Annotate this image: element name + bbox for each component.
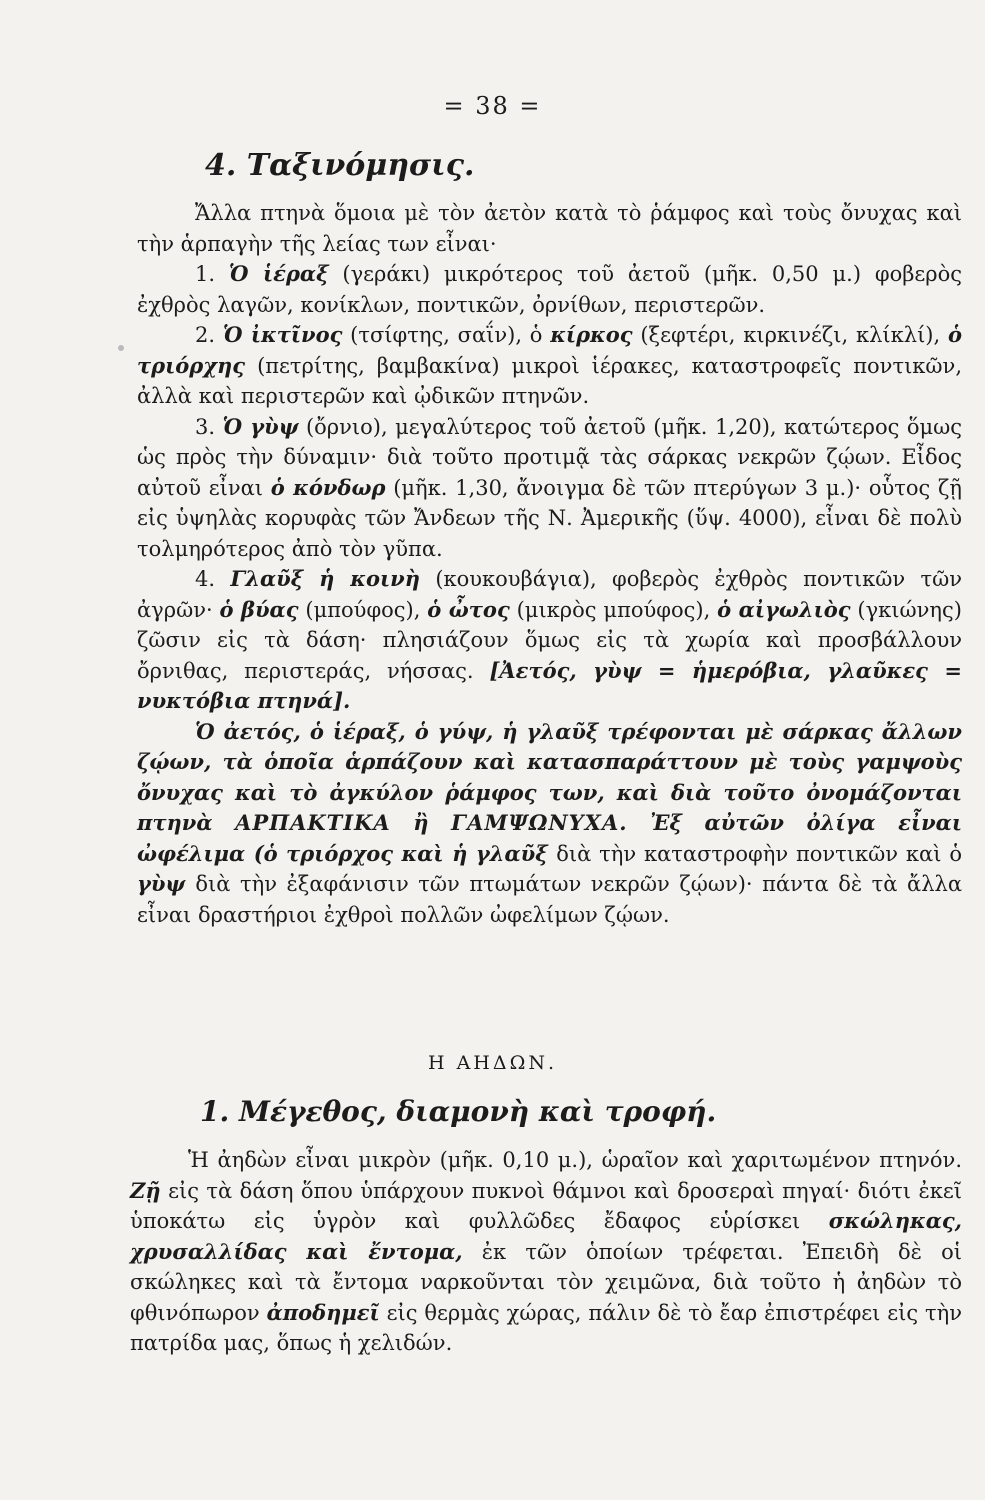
paragraph-intro: Ἄλλα πτηνὰ ὅμοια μὲ τὸν ἀετὸν κατὰ τὸ ῥάμφος καὶ τοὺς ὄνυχας καὶ τὴν ἁρπαγὴν τῆς λείας των εἶναι·: [137, 201, 962, 256]
item-text: (ὄρνιο), μεγαλύτερος τοῦ ἀετοῦ (μῆκ. 1,20), κατώτερος ὅμως ὡς πρὸς τὴν δύναμιν· διὰ τοῦτο προτιμᾷ τὰς σάρκας νεκρῶν ζῴων. Εἶδος αὐτοῦ εἶναι: [137, 414, 963, 500]
term-harpaktika: ΑΡΠΑΚΤΙΚΑ: [235, 810, 391, 835]
paragraph-item-4: [137, 564, 962, 717]
item-text: (μπούφος),: [305, 597, 421, 622]
summary-text: Ἐξ αὐτῶν ὀλίγα εἶναι ὠφέλιμα (ὁ τριόρχος καὶ ἡ γλαῦξ: [137, 810, 962, 866]
paragraph-item-3: [137, 412, 962, 565]
term-otos: ὁ ὦτος: [427, 596, 510, 622]
chapter-heading-nightingale: Η ΑΗΔΩΝ.: [427, 1052, 558, 1074]
ink-smudge: [118, 345, 124, 351]
term-aigolios: ὁ αἰγωλιὸς: [717, 596, 851, 622]
term-zi: Ζῇ: [130, 1177, 161, 1203]
item-text: (μῆκ. 1,30, ἄνοιγμα δὲ τῶν πτερύγων 3 μ.)· οὗτος ζῇ εἰς ὑψηλὰς κορυφὰς τῶν Ἄνδεων τῆς Ν. Ἀμερικῆς (ὕψ. 4000), εἶναι δὲ πολὺ τολμηρότερος ἀπὸ τὸν γῦπα.: [137, 475, 962, 561]
item-text: (ξεφτέρι, κιρκινέζι, κλίκλί),: [640, 323, 941, 347]
paragraph-item-1: [137, 259, 962, 320]
term-food: σκώληκας, χρυσαλλίδας καὶ ἔντομα,: [130, 1208, 962, 1264]
paragraph-summary: [137, 717, 962, 931]
section-title-classification: 4. Ταξινόμησις.: [205, 148, 475, 183]
paragraph-text: ἐκ τῶν ὁποίων τρέφεται. Ἐπειδὴ δὲ οἱ σκώληκες καὶ τὰ ἔντομα ναρκοῦνται τὸν χειμῶνα, διὰ τοῦτο ἡ ἀηδὼν τὸ φθινόπωρον: [130, 1239, 962, 1325]
paragraph-text: Ἡ ἀηδὼν εἶναι μικρὸν (μῆκ. 0,10 μ.), ὡραῖον καὶ χαριτωμένον πτηνόν.: [188, 1148, 962, 1172]
paragraph-item-2: [137, 320, 962, 412]
term-triorchis: ὁ τριόρχης: [137, 322, 962, 378]
term-kirkos: κίρκος: [550, 322, 633, 347]
term-kondor: ὁ κόνδωρ: [270, 474, 386, 500]
term-hierax: Ὁ ἱέραξ: [228, 261, 329, 286]
summary-text: ἢ: [413, 810, 429, 835]
item-number: 3.: [195, 414, 216, 439]
page-number: = 38 =: [443, 92, 542, 120]
section-body-classification: [137, 198, 962, 930]
term-migrates: ἀποδημεῖ: [266, 1299, 380, 1325]
paragraph-text: εἰς τὰ δάση ὅπου ὑπάρχουν πυκνοὶ θάμνοι καὶ δροσεραὶ πηγαί· διότι ἐκεῖ ὑποκάτω εἰς ὑγρὸν καὶ φυλλῶδες ἔδαφος εὑρίσκει: [130, 1178, 962, 1233]
item-number: 2.: [195, 323, 216, 347]
term-gyps: Ὁ γὺψ: [222, 413, 299, 439]
item-text: (πετρίτης, βαμβακίνα) μικροὶ ἱέρακες, καταστροφεῖς ποντικῶν, ἀλλὰ καὶ περιστερῶν καὶ ᾠδικῶν πτηνῶν.: [137, 353, 962, 408]
section-body-nightingale: [130, 1145, 962, 1359]
item-number: 1.: [195, 262, 216, 286]
item-text: (γεράκι) μικρότερος τοῦ ἀετοῦ (μῆκ. 0,50 μ.) φοβερὸς ἐχθρὸς λαγῶν, κονίκλων, ποντικῶν, ὀρνίθων, περιστερῶν.: [137, 262, 962, 317]
term-gyps-summary: γὺψ: [137, 871, 186, 896]
paragraph-nightingale: [130, 1145, 962, 1359]
summary-text: Ὁ ἀετός, ὁ ἱέραξ, ὁ γύψ, ἡ γλαῦξ τρέφονται μὲ σάρκας ἄλλων ζῴων, τὰ ὁποῖα ἁρπάζουν καὶ κατασπαράττουν μὲ τοὺς γαμψοὺς ὄνυχας καὶ τὸ ἀγκύλον ῥάμφος των, καὶ διὰ τοῦτο ὀνομάζονται πτηνὰ: [137, 718, 962, 835]
term-gampsonycha: ΓΑΜΨΩΝΥΧΑ.: [451, 810, 628, 835]
item-text: (τσίφτης, σαΐν), ὁ: [350, 323, 543, 347]
note-diurnal-nocturnal: [Ἀετός, γὺψ = ἡμερόβια, γλαῦκες = νυκτόβια πτηνά].: [137, 657, 962, 713]
paragraph-text: εἰς θερμὰς χώρας, πάλιν δὲ τὸ ἔαρ ἐπιστρέφει εἰς τὴν πατρίδα μας, ὅπως ἡ χελιδών.: [130, 1300, 963, 1355]
item-text: (μικρὸς μπούφος),: [516, 597, 711, 622]
item-text: (γκιώνης) ζῶσιν εἰς τὰ δάση· πλησιάζουν ὅμως εἰς τὰ χωρία καὶ προσβάλλουν ὄρνιθας, περιστεράς, νήσσας.: [137, 597, 962, 683]
term-iktinos: Ὁ ἰκτῖνος: [222, 322, 343, 347]
item-number: 4.: [195, 567, 216, 591]
item-text: (κουκουβάγια), φοβερὸς ἐχθρὸς ποντικῶν τῶν ἀγρῶν·: [137, 567, 962, 622]
summary-text: διὰ τὴν καταστροφὴν ποντικῶν καὶ ὁ: [556, 841, 962, 866]
term-vyas: ὁ βύας: [219, 596, 299, 622]
section-title-size-habitat-food: 1. Μέγεθος, διαμονὴ καὶ τροφή.: [200, 1095, 717, 1128]
summary-text: διὰ τὴν ἐξαφάνισιν τῶν πτωμάτων νεκρῶν ζῴων)· πάντα δὲ τὰ ἄλλα εἶναι δραστήριοι ἐχθροὶ πολλῶν ὠφελίμων ζῴων.: [137, 872, 962, 927]
term-glaux: Γλαῦξ ἡ κοινὴ: [230, 566, 421, 591]
